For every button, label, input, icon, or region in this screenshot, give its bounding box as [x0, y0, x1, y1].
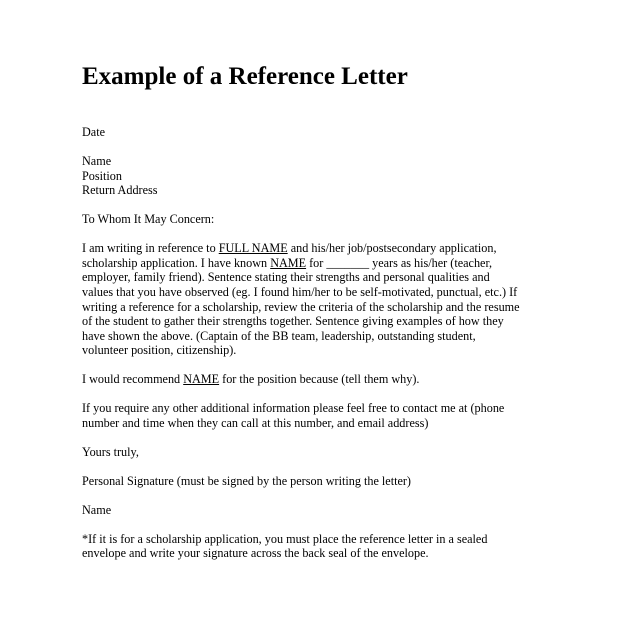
- paragraph-line: have shown the above. (Captain of the BB team, leadership, outstanding student,: [82, 328, 476, 343]
- paragraph-line: of the student to gather their strengths together. Sentence giving examples of how they: [82, 314, 504, 329]
- letter-page: [82, 62, 537, 561]
- scholarship-note: [82, 532, 537, 561]
- paragraph-line: writing a reference for a scholarship, review the criteria of the scholarship and the resume: [82, 299, 520, 314]
- note-line: envelope and write your signature across the back seal of the envelope.: [82, 546, 429, 561]
- signer-name-text: Name: [82, 502, 112, 517]
- name-placeholder: NAME: [270, 255, 307, 270]
- years-blank: _______: [326, 255, 370, 270]
- paragraph-line: I am writing in reference to FULL NAME and his/her job/postsecondary application,: [82, 241, 497, 256]
- date-line: [82, 125, 537, 140]
- sender-position: Position: [82, 168, 122, 183]
- body-paragraph-1: [82, 241, 537, 358]
- signer-name: [82, 503, 537, 518]
- note-line: *If it is for a scholarship application, you must place the reference letter in a sealed: [82, 531, 488, 546]
- sender-block: [82, 154, 537, 198]
- paragraph-line: scholarship application. I have known NAME for _______ years as his/her (teacher,: [82, 255, 493, 270]
- body-paragraph-2: [82, 372, 537, 387]
- sender-address: Return Address: [82, 183, 158, 198]
- signature-text: Personal Signature (must be signed by the person writing the letter): [82, 473, 411, 488]
- body-paragraph-3: [82, 401, 537, 430]
- paragraph-line: If you require any other additional information please feel free to contact me at (phone: [82, 401, 505, 416]
- letter-body: [82, 125, 537, 561]
- salutation: [82, 212, 537, 227]
- salutation-text: To Whom It May Concern:: [82, 212, 215, 227]
- page-title: Example of a Reference Letter: [82, 63, 408, 90]
- paragraph-line: employer, family friend). Sentence stating their strengths and personal qualities and: [82, 270, 490, 285]
- name-placeholder: NAME: [183, 372, 220, 387]
- signature-line: [82, 474, 537, 489]
- closing: [82, 445, 537, 460]
- full-name-placeholder: FULL NAME: [218, 241, 288, 256]
- paragraph-line: I would recommend NAME for the position because (tell them why).: [82, 372, 420, 387]
- paragraph-line: number and time when they can call at this number, and email address): [82, 415, 429, 430]
- date-text: Date: [82, 125, 106, 139]
- paragraph-line: volunteer position, citizenship).: [82, 343, 237, 358]
- closing-text: Yours truly,: [82, 444, 139, 459]
- paragraph-line: values that you have observed (eg. I found him/her to be self-motivated, punctual, etc.) If: [82, 284, 518, 299]
- sender-name: Name: [82, 153, 112, 168]
